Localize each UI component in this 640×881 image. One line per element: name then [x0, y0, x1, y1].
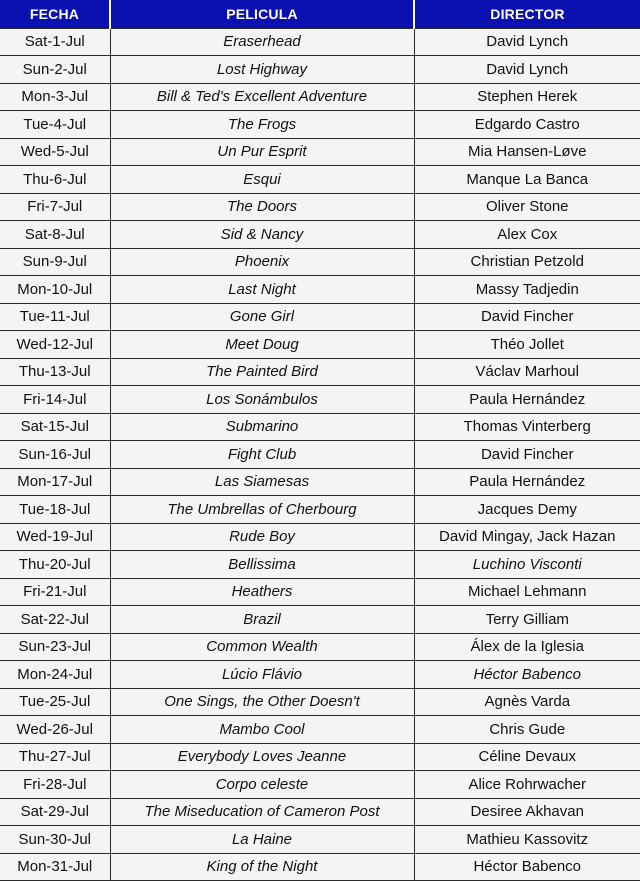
- date-cell: Wed-19-Jul: [0, 523, 110, 551]
- date-cell: Sun-23-Jul: [0, 633, 110, 661]
- table-row: [0, 716, 640, 744]
- date-cell: Fri-28-Jul: [0, 771, 110, 799]
- director-cell: David Mingay, Jack Hazan: [414, 523, 640, 551]
- director-cell: Paula Hernández: [414, 386, 640, 414]
- date-cell: Thu-13-Jul: [0, 358, 110, 386]
- film-title-cell: The Umbrellas of Cherbourg: [110, 496, 414, 524]
- table-header: [0, 0, 640, 28]
- film-title-cell: The Frogs: [110, 111, 414, 139]
- date-cell: Tue-25-Jul: [0, 688, 110, 716]
- film-title-cell: Last Night: [110, 276, 414, 304]
- director-cell: Héctor Babenco: [414, 661, 640, 689]
- film-title-cell: The Painted Bird: [110, 358, 414, 386]
- date-cell: Tue-11-Jul: [0, 303, 110, 331]
- table-row: [0, 111, 640, 139]
- director-cell: Agnès Varda: [414, 688, 640, 716]
- film-title-cell: Bill & Ted's Excellent Adventure: [110, 83, 414, 111]
- director-cell: Alex Cox: [414, 221, 640, 249]
- director-cell: David Fincher: [414, 303, 640, 331]
- film-title-cell: Eraserhead: [110, 28, 414, 56]
- film-title-cell: Gone Girl: [110, 303, 414, 331]
- director-cell: Christian Petzold: [414, 248, 640, 276]
- table-row: [0, 303, 640, 331]
- table-row: [0, 358, 640, 386]
- date-cell: Wed-26-Jul: [0, 716, 110, 744]
- director-cell: Paula Hernández: [414, 468, 640, 496]
- director-cell: Álex de la Iglesia: [414, 633, 640, 661]
- film-title-cell: The Miseducation of Cameron Post: [110, 798, 414, 826]
- date-column-header: FECHA: [0, 0, 110, 28]
- film-title-cell: Submarino: [110, 413, 414, 441]
- date-cell: Sat-22-Jul: [0, 606, 110, 634]
- table-row: [0, 661, 640, 689]
- date-cell: Sat-15-Jul: [0, 413, 110, 441]
- director-cell: Luchino Visconti: [414, 551, 640, 579]
- film-title-cell: Mambo Cool: [110, 716, 414, 744]
- table-row: [0, 386, 640, 414]
- date-cell: Sun-9-Jul: [0, 248, 110, 276]
- table-row: [0, 331, 640, 359]
- table-row: [0, 798, 640, 826]
- director-cell: Chris Gude: [414, 716, 640, 744]
- table-row: [0, 138, 640, 166]
- film-title-cell: Fight Club: [110, 441, 414, 469]
- director-cell: Mathieu Kassovitz: [414, 826, 640, 854]
- film-title-cell: Phoenix: [110, 248, 414, 276]
- table-row: [0, 771, 640, 799]
- table-row: [0, 633, 640, 661]
- date-cell: Thu-20-Jul: [0, 551, 110, 579]
- director-cell: Massy Tadjedin: [414, 276, 640, 304]
- film-title-cell: Las Siamesas: [110, 468, 414, 496]
- film-title-cell: King of the Night: [110, 853, 414, 881]
- director-cell: Jacques Demy: [414, 496, 640, 524]
- film-title-cell: Brazil: [110, 606, 414, 634]
- table-row: [0, 578, 640, 606]
- date-cell: Wed-5-Jul: [0, 138, 110, 166]
- table-row: [0, 413, 640, 441]
- director-cell: Edgardo Castro: [414, 111, 640, 139]
- director-cell: Oliver Stone: [414, 193, 640, 221]
- date-cell: Sun-2-Jul: [0, 56, 110, 84]
- table-row: [0, 606, 640, 634]
- date-cell: Mon-10-Jul: [0, 276, 110, 304]
- table-row: [0, 496, 640, 524]
- header-row: [0, 0, 640, 28]
- film-title-cell: La Haine: [110, 826, 414, 854]
- film-title-cell: The Doors: [110, 193, 414, 221]
- director-cell: David Fincher: [414, 441, 640, 469]
- table-row: [0, 28, 640, 56]
- table-row: [0, 743, 640, 771]
- director-cell: Théo Jollet: [414, 331, 640, 359]
- table-row: [0, 441, 640, 469]
- film-title-cell: Rude Boy: [110, 523, 414, 551]
- table-row: [0, 83, 640, 111]
- date-cell: Sat-1-Jul: [0, 28, 110, 56]
- director-cell: Héctor Babenco: [414, 853, 640, 881]
- date-cell: Sat-29-Jul: [0, 798, 110, 826]
- film-title-cell: Bellissima: [110, 551, 414, 579]
- table-row: [0, 826, 640, 854]
- director-cell: Thomas Vinterberg: [414, 413, 640, 441]
- director-cell: Céline Devaux: [414, 743, 640, 771]
- date-cell: Wed-12-Jul: [0, 331, 110, 359]
- director-cell: David Lynch: [414, 28, 640, 56]
- director-cell: David Lynch: [414, 56, 640, 84]
- director-cell: Desiree Akhavan: [414, 798, 640, 826]
- director-cell: Manque La Banca: [414, 166, 640, 194]
- film-title-cell: Un Pur Esprit: [110, 138, 414, 166]
- film-title-cell: Everybody Loves Jeanne: [110, 743, 414, 771]
- film-title-cell: Common Wealth: [110, 633, 414, 661]
- film-title-cell: Lúcio Flávio: [110, 661, 414, 689]
- film-title-cell: Los Sonámbulos: [110, 386, 414, 414]
- film-title-cell: Meet Doug: [110, 331, 414, 359]
- table-row: [0, 688, 640, 716]
- director-cell: Alice Rohrwacher: [414, 771, 640, 799]
- date-cell: Mon-31-Jul: [0, 853, 110, 881]
- film-title-cell: Sid & Nancy: [110, 221, 414, 249]
- film-column-header: PELICULA: [110, 0, 414, 28]
- date-cell: Thu-27-Jul: [0, 743, 110, 771]
- director-cell: Mia Hansen-Løve: [414, 138, 640, 166]
- table-row: [0, 523, 640, 551]
- date-cell: Tue-18-Jul: [0, 496, 110, 524]
- film-title-cell: Esqui: [110, 166, 414, 194]
- date-cell: Sun-16-Jul: [0, 441, 110, 469]
- date-cell: Tue-4-Jul: [0, 111, 110, 139]
- table-row: [0, 248, 640, 276]
- director-cell: Michael Lehmann: [414, 578, 640, 606]
- director-cell: Václav Marhoul: [414, 358, 640, 386]
- table-row: [0, 56, 640, 84]
- table-row: [0, 221, 640, 249]
- director-column-header: DIRECTOR: [414, 0, 640, 28]
- date-cell: Fri-21-Jul: [0, 578, 110, 606]
- date-cell: Fri-14-Jul: [0, 386, 110, 414]
- date-cell: Mon-17-Jul: [0, 468, 110, 496]
- date-cell: Fri-7-Jul: [0, 193, 110, 221]
- film-title-cell: Lost Highway: [110, 56, 414, 84]
- director-cell: Terry Gilliam: [414, 606, 640, 634]
- film-title-cell: One Sings, the Other Doesn't: [110, 688, 414, 716]
- date-cell: Sat-8-Jul: [0, 221, 110, 249]
- table-body: [0, 28, 640, 881]
- film-title-cell: Corpo celeste: [110, 771, 414, 799]
- date-cell: Thu-6-Jul: [0, 166, 110, 194]
- date-cell: Sun-30-Jul: [0, 826, 110, 854]
- film-title-cell: Heathers: [110, 578, 414, 606]
- director-cell: Stephen Herek: [414, 83, 640, 111]
- table-row: [0, 551, 640, 579]
- date-cell: Mon-3-Jul: [0, 83, 110, 111]
- table-row: [0, 276, 640, 304]
- table-row: [0, 193, 640, 221]
- table-row: [0, 853, 640, 881]
- table-row: [0, 166, 640, 194]
- table-row: [0, 468, 640, 496]
- date-cell: Mon-24-Jul: [0, 661, 110, 689]
